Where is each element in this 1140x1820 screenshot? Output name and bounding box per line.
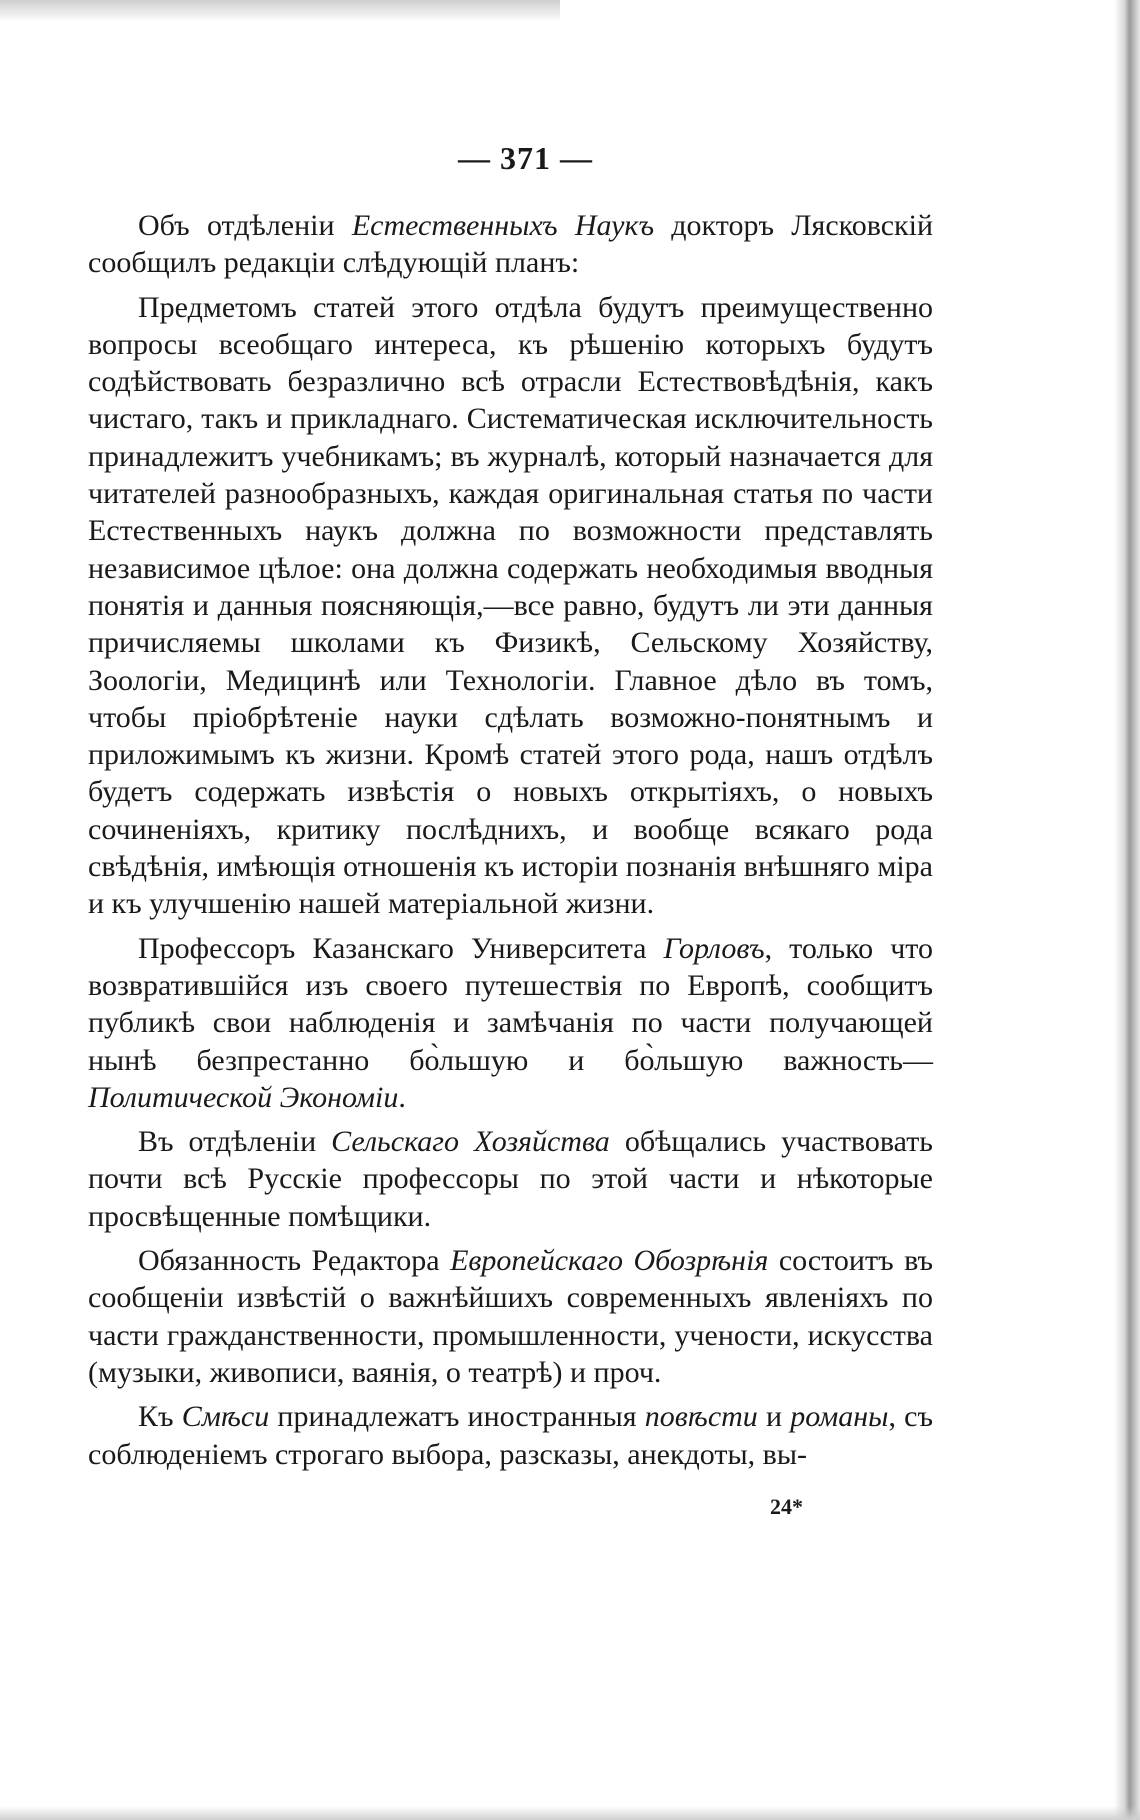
text-run: обѣщались участвовать почти всѣ Русскіе профессоры по этой части и нѣкоторые просвѣщенные помѣщики. bbox=[88, 1125, 933, 1233]
italic-term: Горловъ bbox=[663, 931, 765, 965]
document-page bbox=[88, 140, 933, 1480]
paragraph bbox=[88, 289, 933, 923]
body-text bbox=[88, 207, 933, 1473]
text-run: . bbox=[398, 1080, 406, 1114]
paragraph bbox=[88, 207, 933, 282]
text-run: и bbox=[757, 1400, 791, 1434]
italic-term: Политической Экономіи bbox=[88, 1080, 399, 1114]
text-run: , только что возвратившійся изъ своего путешествія по Европѣ, сообщитъ публикѣ свои наблюденія и замѣчанія по части получающей нынѣ безпрестанно бо̀льшую и бо̀льшую важность— bbox=[88, 931, 934, 1077]
text-run: Въ отдѣленіи bbox=[138, 1125, 332, 1159]
italic-term: повѣсти bbox=[644, 1400, 758, 1434]
italic-term: Европейскаго Обозрѣнія bbox=[450, 1244, 769, 1278]
text-run: Профессоръ Казанскаго Университета bbox=[138, 931, 664, 965]
text-run: Объ отдѣленіи bbox=[138, 209, 352, 242]
italic-term: Естественныхъ Наукъ bbox=[351, 209, 655, 242]
text-run: Къ bbox=[138, 1400, 182, 1434]
text-run: докторъ Лясковскій сообщилъ редакціи слѣдующій планъ: bbox=[88, 209, 933, 280]
page-number: — 371 — bbox=[458, 140, 593, 176]
text-run: Обязанность Редактора bbox=[138, 1244, 451, 1278]
scan-shadow-top bbox=[0, 0, 560, 22]
scan-shadow-bottom bbox=[0, 1806, 1140, 1820]
paragraph bbox=[88, 1398, 933, 1473]
italic-term: романы bbox=[790, 1400, 889, 1434]
text-run: Предметомъ статей этого отдѣла будутъ преимущественно вопросы всеобщаго интереса, къ рѣшенію которыхъ будутъ содѣйствовать безразлично всѣ отрасли Естествовѣдѣнія, какъ чистаго, такъ и прикладнаго. Систематическая исключительность принадлежитъ учебникамъ; въ журналѣ, который назначается для читателей разнообразныхъ, каждая оригинальная статья по части Естественныхъ наукъ должна по возможности представлять независимое цѣлое: она должна содержать необходимыя вводныя понятія и данныя поясняющія,—все равно, будутъ ли эти данныя причисляемы школами къ Физикѣ, Сельскому Хозяйству, Зоологіи, Медицинѣ или Технологіи. Главное дѣло въ томъ, чтобы пріобрѣтеніе науки сдѣлать возможно-понятнымъ и приложимымъ къ жизни. Кромѣ статей этого рода, нашъ отдѣлъ будетъ содержать извѣстія о новыхъ открытіяхъ, о новыхъ сочиненіяхъ, критику послѣднихъ, и вообще всякаго рода свѣдѣнія, имѣющія отношенія къ исторіи познанія внѣшняго міра и къ улучшенію нашей матеріальной жизни. bbox=[88, 290, 933, 921]
text-run: принадлежатъ иностранныя bbox=[269, 1400, 645, 1434]
text-run: , съ соблюденіемъ строгаго выбора, разсказы, анекдоты, вы- bbox=[88, 1400, 933, 1471]
signature-mark: 24* bbox=[770, 1494, 803, 1519]
italic-term: Сельскаго Хозяйства bbox=[331, 1125, 610, 1159]
italic-term: Смѣси bbox=[181, 1400, 270, 1434]
scan-shadow-right bbox=[1114, 0, 1140, 1820]
paragraph bbox=[88, 930, 933, 1116]
text-run: состоитъ въ сообщеніи извѣстій о важнѣйшихъ современныхъ явленіяхъ по части гражданственности, промышленности, учености, искусства (музыки, живописи, ваянія, о театрѣ) и проч. bbox=[88, 1244, 934, 1389]
paragraph bbox=[88, 1242, 933, 1391]
paragraph bbox=[88, 1123, 933, 1235]
